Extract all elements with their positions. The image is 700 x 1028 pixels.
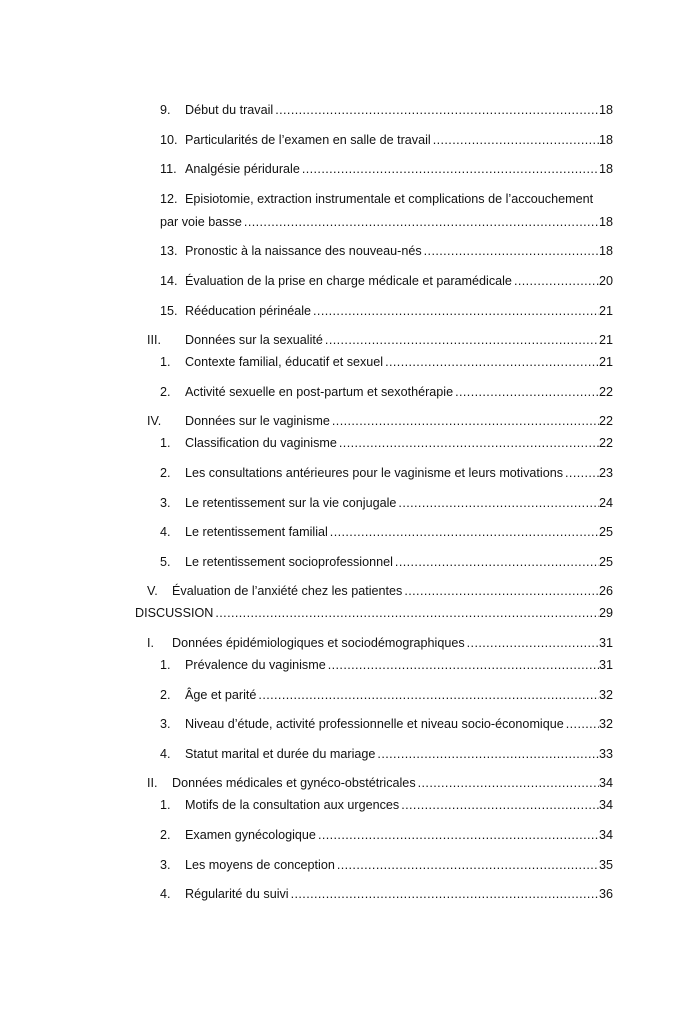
toc-entry-page-number: 31 <box>598 636 613 650</box>
toc-entry[interactable] <box>0 412 700 430</box>
toc-entry-page-number: 26 <box>598 584 613 599</box>
dot-leader <box>385 353 599 371</box>
toc-entry-page-number: 20 <box>598 274 613 288</box>
toc-entry-page-number: 21 <box>598 333 613 348</box>
toc-entry-number: I. <box>147 636 154 650</box>
dot-leader <box>275 101 599 119</box>
toc-entry-number: 4. <box>160 887 171 902</box>
toc-entry-page-number: 34 <box>598 828 613 842</box>
toc-entry[interactable] <box>0 190 700 229</box>
dot-leader <box>244 213 599 231</box>
toc-entry-number: V. <box>147 584 158 599</box>
toc-entry-label: Niveau d’étude, activité professionnelle et niveau socio-économique <box>185 717 564 732</box>
toc-entry-label: Les consultations antérieures pour le vaginisme et leurs motivations <box>185 466 564 480</box>
toc-entry-number: 5. <box>160 554 171 569</box>
toc-entry-number: 2. <box>160 384 171 399</box>
dot-leader <box>398 494 599 512</box>
toc-entry-number: 1. <box>160 658 171 672</box>
toc-entry-page-number: 18 <box>598 162 613 177</box>
toc-entry-number: IV. <box>147 414 162 429</box>
toc-entry-page-number: 22 <box>598 436 613 451</box>
dot-leader <box>565 464 599 482</box>
toc-entry-page-number: 25 <box>598 554 613 569</box>
toc-entry-label: Motifs de la consultation aux urgences <box>185 798 400 813</box>
dot-leader <box>455 383 599 401</box>
toc-entry-page-number: 35 <box>598 857 613 872</box>
toc-entry[interactable] <box>0 160 700 178</box>
dot-leader <box>566 715 599 733</box>
toc-entry-page-number: 36 <box>598 887 613 902</box>
toc-entry-page-number: 18 <box>598 244 613 259</box>
toc-entry-label: Données médicales et gynéco-obstétricales <box>172 776 416 791</box>
dot-leader <box>215 604 599 622</box>
dot-leader <box>418 774 599 792</box>
toc-entry-label: Le retentissement socioprofessionnel <box>185 554 393 569</box>
toc-entry-number: 3. <box>160 495 171 510</box>
toc-entry-label: Examen gynécologique <box>185 828 316 842</box>
toc-entry-label: Début du travail <box>185 103 274 117</box>
toc-entry[interactable] <box>0 553 700 571</box>
toc-entry-page-number: 32 <box>598 717 613 732</box>
toc-entry[interactable] <box>0 101 700 119</box>
toc-entry-number: 1. <box>160 436 171 451</box>
toc-entry[interactable] <box>0 686 700 704</box>
toc-entry-label: Analgésie péridurale <box>185 162 300 177</box>
dot-leader <box>377 745 599 763</box>
toc-entry-page-number: 18 <box>598 103 613 117</box>
toc-entry-label: Statut marital et durée du mariage <box>185 746 376 761</box>
toc-entry-page-number: 34 <box>598 776 613 791</box>
toc-entry[interactable] <box>0 604 700 622</box>
toc-entry-page-number: 34 <box>598 798 613 813</box>
dot-leader <box>291 885 599 903</box>
toc-entry[interactable] <box>0 774 700 792</box>
toc-entry-number: 4. <box>160 525 171 540</box>
toc-entry-page-number: 21 <box>598 355 613 370</box>
toc-entry-number: 10. <box>160 132 178 147</box>
toc-entry-label: Classification du vaginisme <box>185 436 337 451</box>
toc-entry-label: Données épidémiologiques et sociodémographiques <box>172 636 465 650</box>
toc-entry-number: 1. <box>160 798 171 813</box>
toc-entry[interactable] <box>0 331 700 349</box>
dot-leader <box>401 796 599 814</box>
toc-entry-page-number: 23 <box>598 466 613 480</box>
toc-entry-label: Données sur le vaginisme <box>185 414 330 429</box>
toc-entry[interactable] <box>0 796 700 814</box>
toc-entry-label: Âge et parité <box>185 687 257 702</box>
dot-leader <box>325 331 599 349</box>
dot-leader <box>404 582 599 600</box>
dot-leader <box>313 302 599 320</box>
toc-entry-number: 1. <box>160 355 171 370</box>
toc-entry-label: Prévalence du vaginisme <box>185 658 326 672</box>
toc-entry[interactable] <box>0 856 700 874</box>
toc-entry-number: 3. <box>160 717 171 732</box>
toc-entry-page-number: 33 <box>598 746 613 761</box>
dot-leader <box>332 412 599 430</box>
toc-entry-label: Données sur la sexualité <box>185 333 323 348</box>
toc-entry-number: 9. <box>160 103 171 117</box>
toc-entry-label: Particularités de l’examen en salle de travail <box>185 132 431 147</box>
toc-entry-page-number: 31 <box>598 658 613 672</box>
dot-leader <box>514 272 599 290</box>
toc-entry-label: Évaluation de l’anxiété chez les patientes <box>172 584 403 599</box>
toc-entry[interactable] <box>0 826 700 844</box>
dot-leader <box>302 160 599 178</box>
toc-entry-number: 15. <box>160 303 178 318</box>
toc-entry-label-continuation: par voie basse <box>160 214 242 229</box>
toc-entry-page-number: 25 <box>598 525 613 540</box>
toc-entry[interactable] <box>0 745 700 763</box>
toc-entry-page-number: 22 <box>598 384 613 399</box>
toc-entry-label: Rééducation périnéale <box>185 303 312 318</box>
toc-entry[interactable] <box>0 464 700 482</box>
dot-leader <box>424 242 599 260</box>
toc-entry-label: Episiotomie, extraction instrumentale et complications de l’accouchement <box>185 191 594 206</box>
toc-entry-number: 2. <box>160 687 171 702</box>
toc-entry-number: 2. <box>160 828 171 842</box>
toc-entry-page-number: 18 <box>598 214 613 229</box>
toc-entry[interactable] <box>0 434 700 452</box>
toc-entry[interactable] <box>0 634 700 652</box>
toc-entry-page-number: 18 <box>598 132 613 147</box>
toc-entry-label: Activité sexuelle en post-partum et sexothérapie <box>185 384 454 399</box>
dot-leader <box>395 553 599 571</box>
toc-entry[interactable] <box>0 885 700 903</box>
toc-entry-number: 13. <box>160 244 178 259</box>
toc-entry-number: 3. <box>160 857 171 872</box>
toc-entry-number: 2. <box>160 466 171 480</box>
toc-entry-number: 4. <box>160 746 171 761</box>
toc-entry-page-number: 21 <box>598 303 613 318</box>
dot-leader <box>339 434 599 452</box>
toc-entry[interactable] <box>0 523 700 541</box>
toc-entry[interactable] <box>0 656 700 674</box>
dot-leader <box>330 523 599 541</box>
toc-entry[interactable] <box>0 353 700 371</box>
dot-leader <box>258 686 599 704</box>
toc-entry-label: DISCUSSION <box>135 606 214 621</box>
toc-entry-page-number: 24 <box>598 495 613 510</box>
toc-entry-number: II. <box>147 776 158 791</box>
toc-entry-label: Évaluation de la prise en charge médicale et paramédicale <box>185 274 512 288</box>
toc-entry-label: Régularité du suivi <box>185 887 289 902</box>
toc-entry-label: Le retentissement familial <box>185 525 328 540</box>
toc-entry[interactable] <box>0 383 700 401</box>
toc-entry-label: Les moyens de conception <box>185 857 335 872</box>
toc-entry-page-number: 22 <box>598 414 613 429</box>
toc-entry-number: 11. <box>160 162 177 177</box>
toc-entry-number: III. <box>147 333 161 348</box>
toc-entry-page-number: 29 <box>598 606 613 621</box>
toc-entry[interactable] <box>0 302 700 320</box>
toc-entry-label: Contexte familial, éducatif et sexuel <box>185 355 384 370</box>
toc-entry[interactable] <box>0 715 700 733</box>
toc-entry[interactable] <box>0 582 700 600</box>
toc-entry-number: 12. <box>160 191 178 206</box>
toc-entry-page-number: 32 <box>598 687 613 702</box>
toc-entry[interactable] <box>0 272 700 290</box>
dot-leader <box>467 634 599 652</box>
dot-leader <box>318 826 599 844</box>
toc-entry-label: Pronostic à la naissance des nouveau-nés <box>185 244 422 259</box>
dot-leader <box>433 131 599 149</box>
toc-entry-number: 14. <box>160 274 178 288</box>
dot-leader <box>328 656 599 674</box>
toc-entry[interactable] <box>0 242 700 260</box>
toc-entry[interactable] <box>0 494 700 512</box>
toc-entry-label: Le retentissement sur la vie conjugale <box>185 495 397 510</box>
toc-entry[interactable] <box>0 131 700 149</box>
dot-leader <box>337 856 599 874</box>
